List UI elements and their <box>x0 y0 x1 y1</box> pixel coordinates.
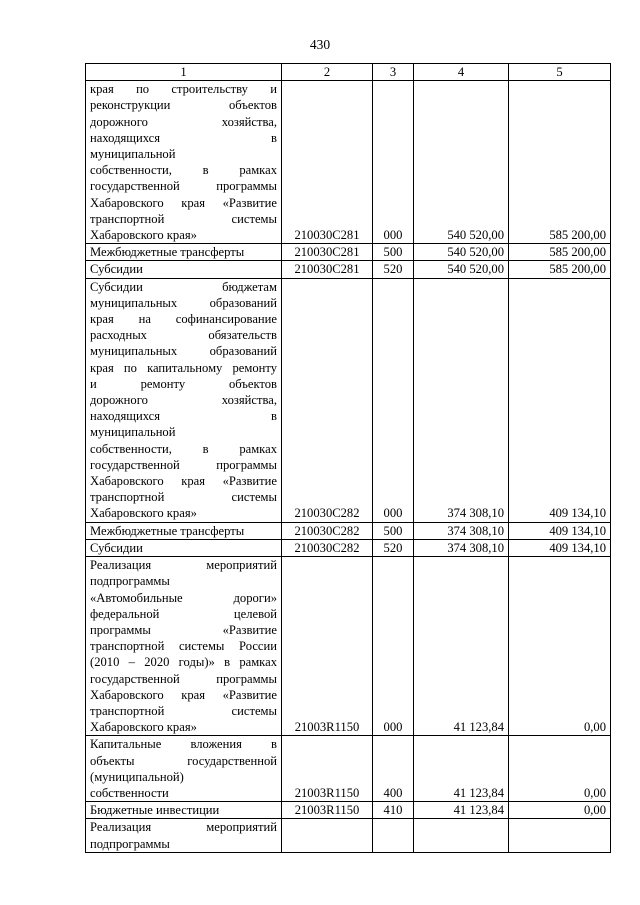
amount-year2-cell <box>509 819 611 852</box>
amount-year2-cell: 409 134,10 <box>509 539 611 556</box>
item-name-line: собственности, в рамках <box>90 163 277 178</box>
item-name-line: дорожного хозяйства, <box>90 114 277 129</box>
table-row <box>86 81 611 244</box>
item-name-line: «Автомобильные дороги» <box>90 590 277 605</box>
item-name-line: реконструкции объектов <box>90 98 277 113</box>
item-name-cell <box>86 81 282 244</box>
table-row <box>86 278 611 522</box>
item-name-line: транспортной системы <box>90 211 277 226</box>
item-name-line: государственной программы <box>90 457 277 472</box>
item-name-line: государственной программы <box>90 671 277 686</box>
expense-type-cell: 520 <box>373 261 414 278</box>
table-row <box>86 522 611 539</box>
amount-year2-cell: 0,00 <box>509 557 611 736</box>
item-name-line: находящихся в <box>90 130 277 145</box>
item-name-line: Субсидии <box>90 540 143 555</box>
item-name-line: собственности, в рамках <box>90 441 277 456</box>
expense-type-cell <box>373 819 414 852</box>
expense-type-cell: 000 <box>373 81 414 244</box>
table-row <box>86 819 611 852</box>
table-row <box>86 244 611 261</box>
amount-year2-cell: 409 134,10 <box>509 278 611 522</box>
target-code-cell: 210030С281 <box>282 244 373 261</box>
header-row <box>86 64 611 81</box>
item-name-line: собственности <box>90 785 169 800</box>
expense-type-cell: 500 <box>373 522 414 539</box>
target-code-cell: 210030С282 <box>282 522 373 539</box>
expense-type-cell: 000 <box>373 557 414 736</box>
target-code-cell: 210030С281 <box>282 261 373 278</box>
table-row <box>86 736 611 802</box>
expense-type-cell: 400 <box>373 736 414 802</box>
item-name-line: Реализация мероприятий <box>90 558 277 573</box>
item-name-line: транспортной системы <box>90 703 277 718</box>
item-name-line: края по строительству и <box>90 82 277 97</box>
item-name-line: (муниципальной) <box>90 769 184 784</box>
amount-year2-cell: 585 200,00 <box>509 261 611 278</box>
item-name-line: Капитальные вложения в <box>90 737 277 752</box>
expense-type-cell: 000 <box>373 278 414 522</box>
item-name-line: федеральной целевой <box>90 606 277 621</box>
target-code-cell <box>282 819 373 852</box>
amount-year1-cell: 540 520,00 <box>414 261 509 278</box>
item-name-line: муниципальной <box>90 425 176 440</box>
item-name-line: Бюджетные инвестиции <box>90 803 220 818</box>
item-name-line: транспортной системы <box>90 490 277 505</box>
amount-year1-cell: 41 123,84 <box>414 736 509 802</box>
item-name-line: объекты государственной <box>90 753 277 768</box>
item-name-line: Хабаровского края» <box>90 228 197 243</box>
item-name-line: Хабаровского края» <box>90 506 197 521</box>
amount-year1-cell: 41 123,84 <box>414 557 509 736</box>
amount-year2-cell: 0,00 <box>509 736 611 802</box>
table-row <box>86 539 611 556</box>
expense-type-cell: 520 <box>373 539 414 556</box>
table-body <box>86 81 611 853</box>
item-name-line: государственной программы <box>90 179 277 194</box>
header-col-1: 1 <box>86 64 282 81</box>
item-name-line: программы «Развитие <box>90 622 277 637</box>
item-name-line: дорожного хозяйства, <box>90 393 277 408</box>
expense-type-cell: 500 <box>373 244 414 261</box>
amount-year2-cell: 0,00 <box>509 802 611 819</box>
item-name-cell <box>86 261 282 278</box>
item-name-line: транспортной системы России <box>90 639 277 654</box>
amount-year1-cell: 540 520,00 <box>414 81 509 244</box>
amount-year1-cell: 540 520,00 <box>414 244 509 261</box>
amount-year2-cell: 585 200,00 <box>509 81 611 244</box>
item-name-line: Субсидии бюджетам <box>90 279 277 294</box>
item-name-line: (2010 – 2020 годы)» в рамках <box>90 655 277 670</box>
amount-year2-cell: 585 200,00 <box>509 244 611 261</box>
item-name-line: муниципальной <box>90 147 176 162</box>
header-col-4: 4 <box>414 64 509 81</box>
item-name-cell <box>86 244 282 261</box>
item-name-cell <box>86 736 282 802</box>
item-name-line: Межбюджетные трансферты <box>90 523 245 538</box>
item-name-line: Хабаровского края «Развитие <box>90 474 277 489</box>
item-name-cell <box>86 557 282 736</box>
item-name-cell <box>86 802 282 819</box>
target-code-cell: 210030С282 <box>282 278 373 522</box>
amount-year1-cell: 374 308,10 <box>414 539 509 556</box>
header-col-3: 3 <box>373 64 414 81</box>
item-name-cell <box>86 819 282 852</box>
target-code-cell: 21003R1150 <box>282 736 373 802</box>
item-name-cell <box>86 539 282 556</box>
item-name-line: муниципальных образований <box>90 295 277 310</box>
header-col-5: 5 <box>509 64 611 81</box>
item-name-line: находящихся в <box>90 409 277 424</box>
item-name-line: Межбюджетные трансферты <box>90 245 245 260</box>
header-col-2: 2 <box>282 64 373 81</box>
item-name-line: расходных обязательств <box>90 328 277 343</box>
amount-year1-cell: 374 308,10 <box>414 522 509 539</box>
amount-year1-cell: 41 123,84 <box>414 802 509 819</box>
amount-year1-cell: 374 308,10 <box>414 278 509 522</box>
item-name-line: Хабаровского края «Развитие <box>90 195 277 210</box>
expense-type-cell: 410 <box>373 802 414 819</box>
item-name-cell <box>86 522 282 539</box>
table-row <box>86 802 611 819</box>
amount-year2-cell: 409 134,10 <box>509 522 611 539</box>
amount-year1-cell <box>414 819 509 852</box>
target-code-cell: 210030С282 <box>282 539 373 556</box>
item-name-line: Хабаровского края «Развитие <box>90 687 277 702</box>
item-name-line: края на софинансирование <box>90 312 277 327</box>
target-code-cell: 21003R1150 <box>282 802 373 819</box>
item-name-line: подпрограммы <box>90 574 170 589</box>
item-name-line: Реализация мероприятий <box>90 820 277 835</box>
page-number: 430 <box>309 37 331 52</box>
table-row <box>86 557 611 736</box>
table-row <box>86 261 611 278</box>
item-name-line: Хабаровского края» <box>90 720 197 735</box>
item-name-line: подпрограммы <box>90 836 170 851</box>
target-code-cell: 210030С281 <box>282 81 373 244</box>
budget-table <box>85 63 611 853</box>
item-name-line: и ремонту объектов <box>90 376 277 391</box>
item-name-line: Субсидии <box>90 262 143 277</box>
target-code-cell: 21003R1150 <box>282 557 373 736</box>
item-name-line: края по капитальному ремонту <box>90 360 277 375</box>
item-name-cell <box>86 278 282 522</box>
item-name-line: муниципальных образований <box>90 344 277 359</box>
